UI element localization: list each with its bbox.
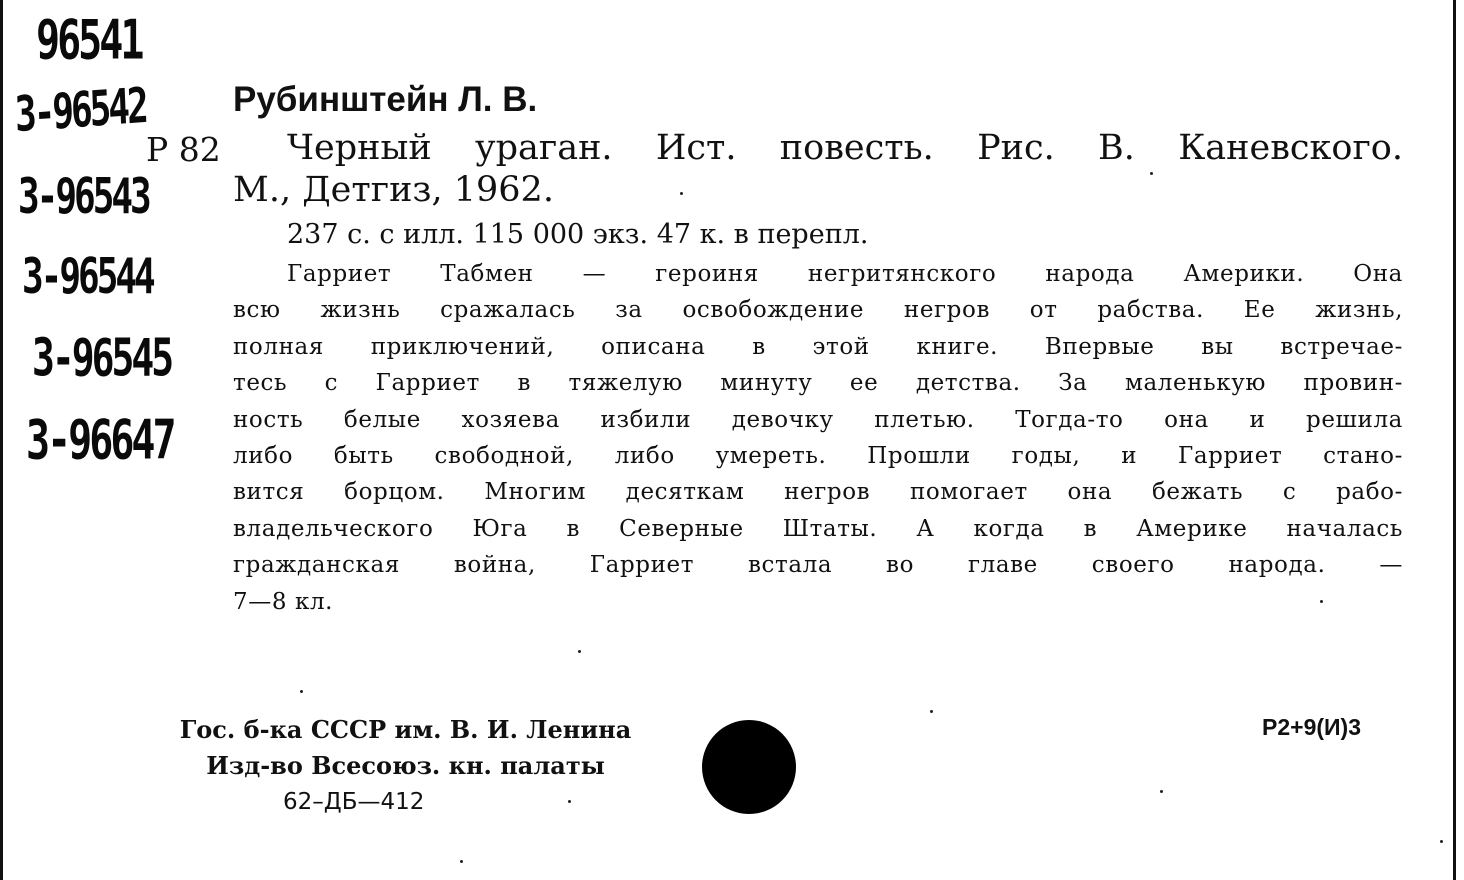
annotation-line: 7—8 кл. (233, 588, 334, 615)
annotation-line: либо быть свободной, либо умереть. Прошли годы, и Гарриет стано- (233, 443, 1403, 470)
annotation-line: тесь с Гарриет в тяжелую минуту ее детства. За маленькую провин- (233, 370, 1403, 397)
inventory-number: 3-96545 (32, 328, 172, 388)
punch-hole (702, 720, 796, 814)
annotation-line: Гарриет Табмен — героиня негритянского народа Америки. Она (287, 261, 1403, 287)
inventory-number: 3-96647 (26, 410, 174, 473)
scan-speck (680, 192, 683, 195)
card-left-edge (0, 0, 3, 880)
imprint: М., Детгиз, 1962. (233, 170, 554, 210)
inventory-number: 3-96542 (14, 78, 147, 144)
card-code: 62–ДБ—412 (283, 789, 425, 815)
scan-speck (460, 860, 463, 863)
publisher-name: Изд-во Всесоюз. кн. палаты (206, 751, 605, 780)
scan-speck (578, 650, 581, 653)
scan-speck (1150, 172, 1153, 175)
annotation-line: ность белые хозяева избили девочку плетью. Тогда-то она и решила (233, 406, 1403, 433)
collation: 237 с. с илл. 115 000 экз. 47 к. в перепл. (287, 219, 869, 250)
inventory-number: 96541 (36, 10, 142, 73)
shelfmark: Р 82 (146, 130, 221, 169)
library-name: Гос. б-ка СССР им. В. И. Ленина (179, 715, 632, 744)
annotation-line: полная приключений, описана в этой книге. Впервые вы встречае- (233, 333, 1403, 360)
book-title: Черный ураган. Ист. повесть. Рис. В. Каневского. (287, 128, 1403, 168)
card-footer (133, 712, 678, 820)
annotation (233, 256, 1403, 620)
annotation-line: вится борцом. Многим десяткам негров помогает она бежать с рабо- (233, 479, 1403, 506)
scan-speck (1440, 840, 1443, 843)
inventory-number: 3-96544 (22, 250, 153, 306)
scan-speck (300, 690, 303, 693)
scan-speck (1160, 790, 1163, 793)
annotation-line: гражданская война, Гарриет встала во главе своего народа. — (233, 552, 1403, 579)
classification-index: Р2+9(И)3 (1262, 714, 1361, 740)
scan-speck (1320, 600, 1323, 603)
inventory-number: 3-96543 (18, 170, 149, 226)
card-right-edge (1453, 0, 1456, 880)
annotation-line: владельческого Юга в Северные Штаты. А когда в Америке началась (233, 515, 1403, 542)
scan-speck (930, 710, 933, 713)
annotation-line: всю жизнь сражалась за освобождение негров от рабства. Ее жизнь, (233, 297, 1403, 324)
scan-speck (568, 800, 571, 803)
author-heading: Рубинштейн Л. В. (233, 80, 538, 119)
